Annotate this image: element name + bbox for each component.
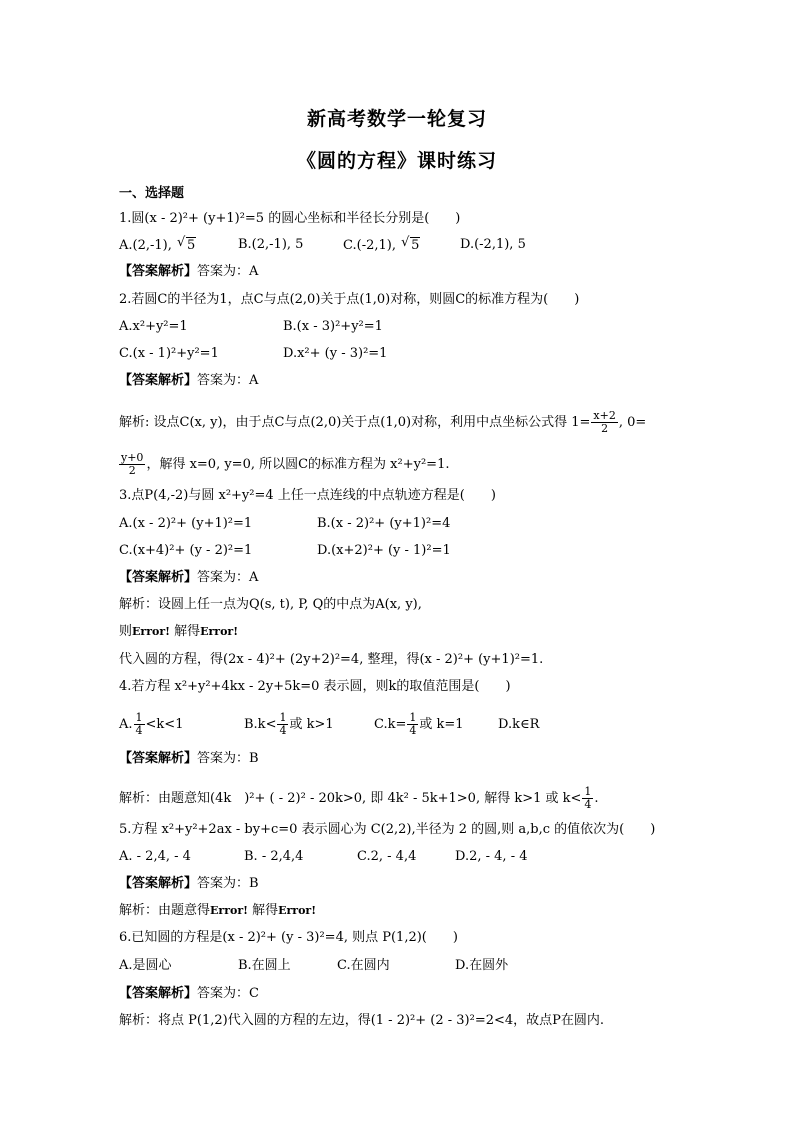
- page-subtitle: 《圆的方程》课时练习: [296, 150, 497, 172]
- q4-option-a-num: 1: [135, 711, 143, 724]
- q4-option-c-pre: C.k=: [374, 717, 407, 732]
- q2-option-a: A.x²+y²=1: [119, 319, 188, 334]
- q5-error-2: Error!: [278, 904, 317, 917]
- q1-option-a: [119, 237, 196, 254]
- q5-stem: 5.方程 x²+y²+2ax - by+c=0 表示圆心为 C(2,2),半径为 2 的圆,则 a,b,c 的值依次为( ): [119, 822, 656, 837]
- q1-option-d: D.(-2,1), 5: [460, 237, 526, 252]
- q2-option-d: D.x²+ (y - 3)²=1: [283, 346, 388, 361]
- q3-option-a: A.(x - 2)²+ (y+1)²=1: [119, 516, 253, 531]
- q5-answer-text: 答案为：B: [197, 876, 259, 891]
- page-title: 新高考数学一轮复习: [306, 108, 487, 130]
- q2-analysis-line2: [119, 452, 449, 477]
- q4-option-c-fraction: [407, 712, 418, 737]
- q6-option-a: A.是圆心: [119, 958, 172, 973]
- q2-option-c: C.(x - 1)²+y²=1: [119, 346, 219, 361]
- q1-option-a-sqrt: √ 5: [186, 237, 196, 254]
- q4-analysis-post: .: [594, 791, 599, 806]
- q5-error-1: Error!: [210, 904, 248, 917]
- q2-fraction-2-num: y+0: [121, 451, 144, 464]
- q2-fraction-2-den: 2: [128, 464, 136, 477]
- q2-analysis-tail: , 0=: [618, 415, 647, 430]
- section-heading: 一、选择题: [119, 186, 185, 201]
- q2-answer: [119, 373, 258, 389]
- q3-error-1: Error!: [132, 625, 170, 638]
- q4-option-c-num: 1: [409, 711, 417, 724]
- q2-analysis-text: 解析: 设点C(x, y)，由于点C与点(2,0)关于点(1,0)对称，利用中点坐标公式得 1=: [119, 415, 591, 430]
- q5-analysis: [119, 903, 316, 919]
- q4-option-a-pre: A.: [119, 717, 133, 732]
- answer-label: 【答案解析】: [119, 876, 198, 891]
- q3-analysis-mid: 解得: [169, 624, 201, 639]
- q2-option-b: B.(x - 3)²+y²=1: [283, 319, 383, 334]
- q1-option-c: [343, 237, 420, 254]
- q4-analysis-pre: 解析：由题意知(4k )²+ ( - 2)² - 20k>0, 即 4k² - 5k+1>0, 解得 k>1 或 k<: [119, 791, 582, 806]
- answer-label: 【答案解析】: [119, 373, 198, 388]
- q6-option-d: D.在圆外: [455, 958, 509, 973]
- q4-option-b-post: 或 k>1: [289, 717, 334, 732]
- q6-answer-text: 答案为：C: [197, 986, 259, 1001]
- q2-stem: 2.若圆C的半径为1，点C与点(2,0)关于点(1,0)对称，则圆C的标准方程为( ): [119, 292, 580, 307]
- q4-analysis: [119, 786, 599, 811]
- q1-option-a-text: A.(2,-1),: [119, 238, 176, 253]
- q6-answer: [119, 986, 259, 1002]
- q3-option-c: C.(x+4)²+ (y - 2)²=1: [119, 543, 253, 558]
- q1-option-b: B.(2,-1), 5: [238, 237, 304, 252]
- q4-option-b-pre: B.k<: [244, 717, 277, 732]
- q5-option-c: C.2, - 4,4: [357, 849, 417, 864]
- q4-option-c-den: 4: [409, 724, 417, 737]
- q3-analysis-line1: 解析：设圆上任一点为Q(s, t), P, Q的中点为A(x, y),: [119, 597, 422, 612]
- q3-option-b: B.(x - 2)²+ (y+1)²=4: [317, 516, 451, 531]
- q3-answer: [119, 570, 258, 586]
- q4-option-b-den: 4: [279, 724, 287, 737]
- q6-analysis: 解析：将点 P(1,2)代入圆的方程的左边，得(1 - 2)²+ (2 - 3)²=2<4，故点P在圆内.: [119, 1013, 605, 1028]
- answer-label: 【答案解析】: [119, 570, 198, 585]
- q3-analysis-line2: [119, 624, 238, 640]
- q5-answer: [119, 876, 259, 892]
- answer-label: 【答案解析】: [119, 986, 198, 1001]
- q2-analysis-text-2: ，解得 x=0, y=0, 所以圆C的标准方程为 x²+y²=1.: [146, 457, 450, 472]
- q4-option-b-num: 1: [279, 711, 287, 724]
- q1-option-c-sqrt: √ 5: [410, 237, 420, 254]
- q5-option-a: A. - 2,4, - 4: [119, 849, 191, 864]
- q4-option-b-fraction: [277, 712, 288, 737]
- q4-option-c-post: 或 k=1: [419, 717, 464, 732]
- q2-fraction-1-num: x+2: [593, 409, 616, 422]
- q2-answer-text: 答案为：A: [197, 373, 259, 388]
- q5-analysis-mid: 解得: [247, 903, 279, 918]
- q4-option-a-den: 4: [135, 724, 143, 737]
- q6-stem: 6.已知圆的方程是(x - 2)²+ (y - 3)²=4, 则点 P(1,2)( ): [119, 930, 458, 945]
- q6-option-c: C.在圆内: [337, 958, 390, 973]
- q4-option-a: [119, 712, 183, 737]
- q4-stem: 4.若方程 x²+y²+4kx - 2y+5k=0 表示圆，则k的取值范围是( ): [119, 679, 511, 694]
- q4-option-d: D.k∈R: [498, 717, 540, 732]
- q1-answer-text: 答案为：A: [197, 264, 259, 279]
- q5-option-d: D.2, - 4, - 4: [455, 849, 528, 864]
- q5-option-b: B. - 2,4,4: [244, 849, 304, 864]
- q4-analysis-den: 4: [584, 798, 592, 811]
- q3-analysis-line3: 代入圆的方程，得(2x - 4)²+ (2y+2)²=4, 整理，得(x - 2)²+ (y+1)²=1.: [119, 652, 544, 667]
- q2-fraction-2: [119, 452, 145, 477]
- q3-error-2: Error!: [200, 625, 239, 638]
- answer-label: 【答案解析】: [119, 264, 198, 279]
- q2-fraction-1: [591, 410, 617, 435]
- q4-option-a-fraction: [134, 712, 145, 737]
- q6-option-b: B.在圆上: [238, 958, 291, 973]
- answer-label: 【答案解析】: [119, 751, 198, 766]
- q2-analysis-line1: [119, 410, 646, 435]
- q3-option-d: D.(x+2)²+ (y - 1)²=1: [317, 543, 451, 558]
- q3-answer-text: 答案为：A: [197, 570, 259, 585]
- q2-fraction-1-den: 2: [601, 422, 609, 435]
- q4-option-a-post: <k<1: [145, 717, 184, 732]
- q5-analysis-pre: 解析：由题意得: [119, 903, 211, 918]
- q4-option-b: [244, 712, 334, 737]
- q1-option-c-text: C.(-2,1),: [343, 238, 401, 253]
- q4-analysis-num: 1: [584, 785, 592, 798]
- q4-answer-text: 答案为：B: [197, 751, 259, 766]
- q4-analysis-fraction: [582, 786, 593, 811]
- q4-answer: [119, 751, 259, 767]
- q4-option-c: [374, 712, 464, 737]
- q1-answer: [119, 264, 258, 280]
- q1-stem: 1.圆(x - 2)²+ (y+1)²=5 的圆心坐标和半径长分别是( ): [119, 211, 461, 226]
- q3-analysis-pre: 则: [119, 624, 133, 639]
- q3-stem: 3.点P(4,-2)与圆 x²+y²=4 上任一点连线的中点轨迹方程是( ): [119, 488, 496, 503]
